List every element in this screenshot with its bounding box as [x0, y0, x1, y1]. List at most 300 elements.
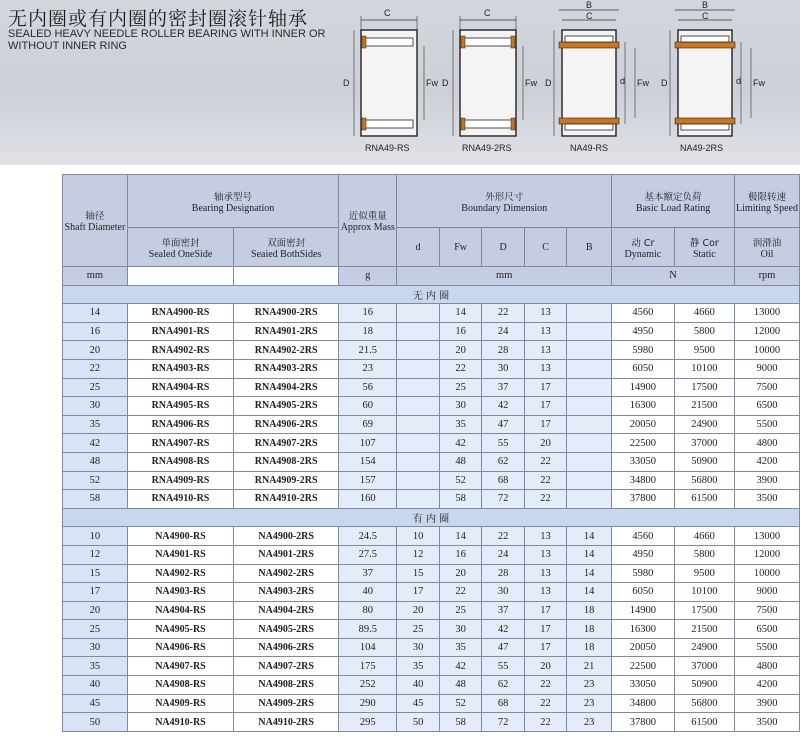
unit-load: N [612, 267, 735, 286]
one-side-cell: RNA4905-RS [127, 397, 233, 416]
speed-cell: 5500 [735, 638, 800, 657]
static-cell: 50900 [674, 676, 734, 695]
col-fw-header: Fw [439, 228, 481, 267]
dynamic-cell: 16300 [612, 620, 675, 639]
both-sides-cell: NA4910-2RS [234, 713, 339, 732]
table-row [63, 545, 800, 564]
shaft-cell: 15 [63, 564, 128, 583]
mass-cell: 37 [339, 564, 397, 583]
speed-cell: 3900 [735, 471, 800, 490]
fw-cell: 35 [439, 415, 481, 434]
bearing-spec-table [62, 174, 800, 732]
label-c: C [702, 11, 709, 21]
table-row [63, 713, 800, 732]
dynamic-cell: 37800 [612, 713, 675, 732]
c-cell: 13 [524, 322, 566, 341]
dynamic-cell: 4950 [612, 322, 675, 341]
fw-cell: 14 [439, 527, 481, 546]
shaft-cell: 40 [63, 676, 128, 695]
both-sides-cell: NA4906-2RS [234, 638, 339, 657]
section-label: 无 内 圈 [63, 285, 800, 304]
table-row [63, 601, 800, 620]
col-b-header: B [567, 228, 612, 267]
c-cell: 22 [524, 694, 566, 713]
dynamic-cell: 37800 [612, 490, 675, 509]
outer-d-cell: 68 [482, 694, 524, 713]
c-cell: 22 [524, 452, 566, 471]
shaft-cell: 50 [63, 713, 128, 732]
one-side-cell: RNA4909-RS [127, 471, 233, 490]
fw-cell: 52 [439, 694, 481, 713]
mass-cell: 160 [339, 490, 397, 509]
table-row [63, 397, 800, 416]
one-side-cell: RNA4904-RS [127, 378, 233, 397]
header-row-1 [63, 175, 800, 228]
label-outer-d: D [343, 78, 350, 88]
c-cell: 17 [524, 638, 566, 657]
label-fw: Fw [426, 78, 438, 88]
c-cell: 20 [524, 657, 566, 676]
d-cell [397, 415, 439, 434]
b-cell: 21 [567, 657, 612, 676]
one-side-cell: RNA4903-RS [127, 359, 233, 378]
speed-cell: 4200 [735, 676, 800, 695]
one-side-cell: NA4910-RS [127, 713, 233, 732]
c-cell: 17 [524, 378, 566, 397]
fw-cell: 25 [439, 378, 481, 397]
dynamic-header-en: Dynamic [624, 248, 662, 260]
both-sides-cell: RNA4909-2RS [234, 471, 339, 490]
both-sides-cell: NA4905-2RS [234, 620, 339, 639]
one-side-cell: RNA4908-RS [127, 452, 233, 471]
static-cell: 4660 [674, 527, 734, 546]
outer-d-cell: 62 [482, 452, 524, 471]
table-row [63, 490, 800, 509]
static-cell: 4660 [674, 304, 734, 323]
d-cell: 10 [397, 527, 439, 546]
mass-cell: 290 [339, 694, 397, 713]
one-side-cell: NA4900-RS [127, 527, 233, 546]
both-sides-cell: NA4908-2RS [234, 676, 339, 695]
shaft-cell: 35 [63, 657, 128, 676]
d-cell: 35 [397, 657, 439, 676]
table-row [63, 359, 800, 378]
speed-cell: 6500 [735, 397, 800, 416]
mass-header-en: Approx Mass [340, 222, 395, 233]
label-outer-d: D [661, 78, 668, 88]
diagram-caption: RNA49-RS [365, 143, 410, 153]
outer-d-cell: 28 [482, 341, 524, 360]
diagram-rna49-rs [340, 0, 440, 160]
fw-cell: 16 [439, 322, 481, 341]
boundary-header-en: Boundary Dimension [461, 202, 548, 214]
static-cell: 9500 [674, 341, 734, 360]
outer-d-cell: 62 [482, 676, 524, 695]
unit-mass: g [339, 267, 397, 286]
speed-cell: 7500 [735, 601, 800, 620]
both-sides-cell: NA4909-2RS [234, 694, 339, 713]
static-cell: 37000 [674, 434, 734, 453]
static-cell: 50900 [674, 452, 734, 471]
d-cell [397, 359, 439, 378]
both-sides-cell: NA4901-2RS [234, 545, 339, 564]
diagram-caption: NA49-RS [570, 143, 609, 153]
mass-cell: 23 [339, 359, 397, 378]
mass-cell: 252 [339, 676, 397, 695]
outer-d-cell: 37 [482, 601, 524, 620]
static-cell: 21500 [674, 397, 734, 416]
one-side-header-en: Sealed OneSide [148, 248, 213, 260]
shaft-cell: 25 [63, 620, 128, 639]
mass-cell: 56 [339, 378, 397, 397]
one-side-cell: RNA4910-RS [127, 490, 233, 509]
fw-cell: 58 [439, 490, 481, 509]
speed-cell: 3500 [735, 490, 800, 509]
b-cell: 23 [567, 713, 612, 732]
static-cell: 5800 [674, 545, 734, 564]
mass-cell: 89.5 [339, 620, 397, 639]
static-header-en: Static [692, 248, 716, 260]
c-cell: 20 [524, 434, 566, 453]
static-cell: 56800 [674, 694, 734, 713]
table-row [63, 434, 800, 453]
outer-d-cell: 24 [482, 545, 524, 564]
b-cell: 14 [567, 583, 612, 602]
both-sides-cell: RNA4901-2RS [234, 322, 339, 341]
section-label: 有 内 圈 [63, 508, 800, 527]
c-cell: 13 [524, 304, 566, 323]
dynamic-cell: 4560 [612, 527, 675, 546]
d-cell: 30 [397, 638, 439, 657]
speed-cell: 3500 [735, 713, 800, 732]
mass-cell: 69 [339, 415, 397, 434]
mass-cell: 24.5 [339, 527, 397, 546]
d-cell [397, 434, 439, 453]
d-cell: 45 [397, 694, 439, 713]
both-sides-cell: RNA4900-2RS [234, 304, 339, 323]
header-row-2 [63, 228, 800, 267]
speed-cell: 3900 [735, 694, 800, 713]
static-header-cn: 静 Cor [689, 237, 719, 249]
c-cell: 13 [524, 564, 566, 583]
both-sides-cell: RNA4905-2RS [234, 397, 339, 416]
dynamic-cell: 5980 [612, 341, 675, 360]
fw-cell: 48 [439, 676, 481, 695]
b-cell [567, 415, 612, 434]
b-cell [567, 304, 612, 323]
dynamic-cell: 20050 [612, 638, 675, 657]
mass-cell: 107 [339, 434, 397, 453]
b-cell [567, 397, 612, 416]
outer-d-cell: 42 [482, 620, 524, 639]
mass-cell: 154 [339, 452, 397, 471]
fw-cell: 42 [439, 434, 481, 453]
fw-cell: 35 [439, 638, 481, 657]
designation-header-en: Bearing Designation [191, 202, 275, 214]
static-cell: 61500 [674, 490, 734, 509]
diagram-caption: NA49-2RS [680, 143, 724, 153]
both-sides-cell: RNA4907-2RS [234, 434, 339, 453]
mass-cell: 157 [339, 471, 397, 490]
speed-header-en: Limiting Speed [736, 202, 798, 214]
shaft-cell: 45 [63, 694, 128, 713]
label-c: C [484, 8, 491, 18]
one-side-cell: RNA4902-RS [127, 341, 233, 360]
d-cell [397, 471, 439, 490]
static-cell: 56800 [674, 471, 734, 490]
dynamic-cell: 4950 [612, 545, 675, 564]
speed-cell: 9000 [735, 583, 800, 602]
unit-speed: rpm [735, 267, 800, 286]
dynamic-cell: 6050 [612, 583, 675, 602]
shaft-cell: 10 [63, 527, 128, 546]
outer-d-cell: 37 [482, 378, 524, 397]
fw-cell: 22 [439, 359, 481, 378]
b-cell [567, 359, 612, 378]
one-side-cell: NA4901-RS [127, 545, 233, 564]
label-c: C [586, 11, 593, 21]
c-cell: 17 [524, 601, 566, 620]
c-cell: 13 [524, 359, 566, 378]
boundary-header-cn: 外形尺寸 [485, 191, 524, 203]
speed-header-cn: 极限转速 [748, 191, 787, 203]
label-fw: Fw [753, 78, 765, 88]
table-row [63, 638, 800, 657]
static-cell: 9500 [674, 564, 734, 583]
c-cell: 13 [524, 545, 566, 564]
dynamic-cell: 22500 [612, 434, 675, 453]
speed-cell: 4800 [735, 657, 800, 676]
d-cell: 15 [397, 564, 439, 583]
d-cell: 40 [397, 676, 439, 695]
mass-cell: 16 [339, 304, 397, 323]
units-row [63, 267, 800, 286]
mass-cell: 80 [339, 601, 397, 620]
outer-d-cell: 47 [482, 638, 524, 657]
speed-cell: 10000 [735, 564, 800, 583]
static-cell: 37000 [674, 657, 734, 676]
fw-cell: 14 [439, 304, 481, 323]
both-sides-cell: RNA4910-2RS [234, 490, 339, 509]
outer-d-cell: 68 [482, 471, 524, 490]
diagram-na49-2rs [661, 0, 785, 160]
fw-cell: 52 [439, 471, 481, 490]
unit-dimension: mm [397, 267, 612, 286]
table-row [63, 322, 800, 341]
table-row [63, 620, 800, 639]
dynamic-cell: 4560 [612, 304, 675, 323]
d-cell [397, 341, 439, 360]
fw-cell: 30 [439, 620, 481, 639]
mass-cell: 104 [339, 638, 397, 657]
table-row [63, 564, 800, 583]
b-cell [567, 341, 612, 360]
label-c: C [384, 8, 391, 18]
shaft-cell: 25 [63, 378, 128, 397]
mass-header-cn: 近似重量 [348, 211, 387, 222]
shaft-cell: 48 [63, 452, 128, 471]
dynamic-cell: 14900 [612, 601, 675, 620]
table-row [63, 527, 800, 546]
dynamic-header-cn: 动 Cr [631, 237, 655, 249]
shaft-cell: 17 [63, 583, 128, 602]
load-header-cn: 基本额定负荷 [644, 191, 702, 203]
d-cell [397, 490, 439, 509]
dynamic-cell: 22500 [612, 657, 675, 676]
mass-cell: 40 [339, 583, 397, 602]
mass-cell: 295 [339, 713, 397, 732]
b-cell: 23 [567, 694, 612, 713]
table-row [63, 415, 800, 434]
outer-d-cell: 30 [482, 583, 524, 602]
label-fw: Fw [525, 78, 537, 88]
shaft-cell: 58 [63, 490, 128, 509]
b-cell: 18 [567, 601, 612, 620]
outer-d-cell: 55 [482, 657, 524, 676]
d-cell: 25 [397, 620, 439, 639]
shaft-cell: 30 [63, 638, 128, 657]
diagram-caption: RNA49-2RS [462, 143, 512, 153]
designation-header-cn: 轴承型号 [214, 191, 253, 203]
speed-cell: 9000 [735, 359, 800, 378]
speed-cell: 7500 [735, 378, 800, 397]
outer-d-cell: 22 [482, 527, 524, 546]
static-cell: 61500 [674, 713, 734, 732]
dynamic-cell: 34800 [612, 694, 675, 713]
d-cell [397, 452, 439, 471]
static-cell: 5800 [674, 322, 734, 341]
both-sides-cell: RNA4902-2RS [234, 341, 339, 360]
c-cell: 17 [524, 397, 566, 416]
diagram-rna49-2rs [440, 0, 540, 160]
static-cell: 17500 [674, 601, 734, 620]
c-cell: 17 [524, 415, 566, 434]
unit-blank [127, 267, 233, 286]
fw-cell: 48 [439, 452, 481, 471]
table-row [63, 583, 800, 602]
mass-cell: 27.5 [339, 545, 397, 564]
table-row [63, 676, 800, 695]
shaft-cell: 52 [63, 471, 128, 490]
both-sides-cell: NA4903-2RS [234, 583, 339, 602]
mass-cell: 60 [339, 397, 397, 416]
diagram-na49-rs [545, 0, 660, 160]
d-cell: 17 [397, 583, 439, 602]
d-cell [397, 304, 439, 323]
oil-header-en: Oil [760, 248, 774, 260]
d-cell: 20 [397, 601, 439, 620]
table-row [63, 341, 800, 360]
outer-d-cell: 72 [482, 713, 524, 732]
b-cell: 14 [567, 527, 612, 546]
c-cell: 17 [524, 620, 566, 639]
header-banner [0, 0, 800, 165]
static-cell: 10100 [674, 359, 734, 378]
one-side-cell: RNA4906-RS [127, 415, 233, 434]
outer-d-cell: 72 [482, 490, 524, 509]
table-row [63, 694, 800, 713]
shaft-cell: 20 [63, 601, 128, 620]
fw-cell: 25 [439, 601, 481, 620]
both-sides-header-cn: 双面密封 [267, 237, 306, 249]
one-side-cell: NA4909-RS [127, 694, 233, 713]
dynamic-cell: 33050 [612, 452, 675, 471]
b-cell [567, 490, 612, 509]
col-d-header: d [397, 228, 439, 267]
fw-cell: 22 [439, 583, 481, 602]
fw-cell: 42 [439, 657, 481, 676]
b-cell [567, 471, 612, 490]
c-cell: 22 [524, 471, 566, 490]
static-cell: 17500 [674, 378, 734, 397]
speed-cell: 12000 [735, 322, 800, 341]
label-b: B [702, 0, 709, 10]
both-sides-cell: RNA4906-2RS [234, 415, 339, 434]
outer-d-cell: 22 [482, 304, 524, 323]
outer-d-cell: 42 [482, 397, 524, 416]
shaft-cell: 16 [63, 322, 128, 341]
speed-cell: 12000 [735, 545, 800, 564]
label-b: B [586, 0, 593, 10]
label-inner-d: d [736, 76, 742, 86]
shaft-cell: 35 [63, 415, 128, 434]
dynamic-cell: 14900 [612, 378, 675, 397]
load-header-en: Basic Load Rating [635, 202, 711, 214]
speed-cell: 4800 [735, 434, 800, 453]
shaft-cell: 42 [63, 434, 128, 453]
shaft-cell: 14 [63, 304, 128, 323]
page-title-cn: 无内圈或有内圈的密封圈滚针轴承 [8, 8, 309, 30]
dynamic-cell: 6050 [612, 359, 675, 378]
b-cell: 23 [567, 676, 612, 695]
speed-cell: 4200 [735, 452, 800, 471]
shaft-header-en: Shaft Diameter [64, 222, 126, 233]
speed-cell: 13000 [735, 304, 800, 323]
one-side-cell: NA4903-RS [127, 583, 233, 602]
both-sides-cell: RNA4904-2RS [234, 378, 339, 397]
speed-cell: 5500 [735, 415, 800, 434]
b-cell [567, 378, 612, 397]
both-sides-cell: NA4904-2RS [234, 601, 339, 620]
fw-cell: 30 [439, 397, 481, 416]
table-row [63, 304, 800, 323]
c-cell: 22 [524, 676, 566, 695]
speed-cell: 6500 [735, 620, 800, 639]
mass-cell: 21.5 [339, 341, 397, 360]
d-cell [397, 378, 439, 397]
outer-d-cell: 55 [482, 434, 524, 453]
both-sides-cell: NA4902-2RS [234, 564, 339, 583]
one-side-cell: RNA4907-RS [127, 434, 233, 453]
unit-blank [234, 267, 339, 286]
both-sides-cell: RNA4908-2RS [234, 452, 339, 471]
shaft-cell: 22 [63, 359, 128, 378]
col-outer-d-header: D [482, 228, 524, 267]
speed-cell: 13000 [735, 527, 800, 546]
oil-header-cn: 润滑油 [752, 237, 782, 249]
both-sides-header-en: Seaied BothSides [251, 248, 322, 260]
c-cell: 13 [524, 527, 566, 546]
page-title-en: SEALED HEAVY NEEDLE ROLLER BEARING WITH INNER OR WITHOUT INNER RING [8, 28, 326, 52]
dynamic-cell: 34800 [612, 471, 675, 490]
shaft-header-cn: 轴径 [85, 211, 105, 222]
both-sides-cell: NA4900-2RS [234, 527, 339, 546]
dynamic-cell: 5980 [612, 564, 675, 583]
both-sides-cell: NA4907-2RS [234, 657, 339, 676]
one-side-cell: NA4904-RS [127, 601, 233, 620]
one-side-header-cn: 单面密封 [161, 237, 200, 249]
c-cell: 13 [524, 583, 566, 602]
